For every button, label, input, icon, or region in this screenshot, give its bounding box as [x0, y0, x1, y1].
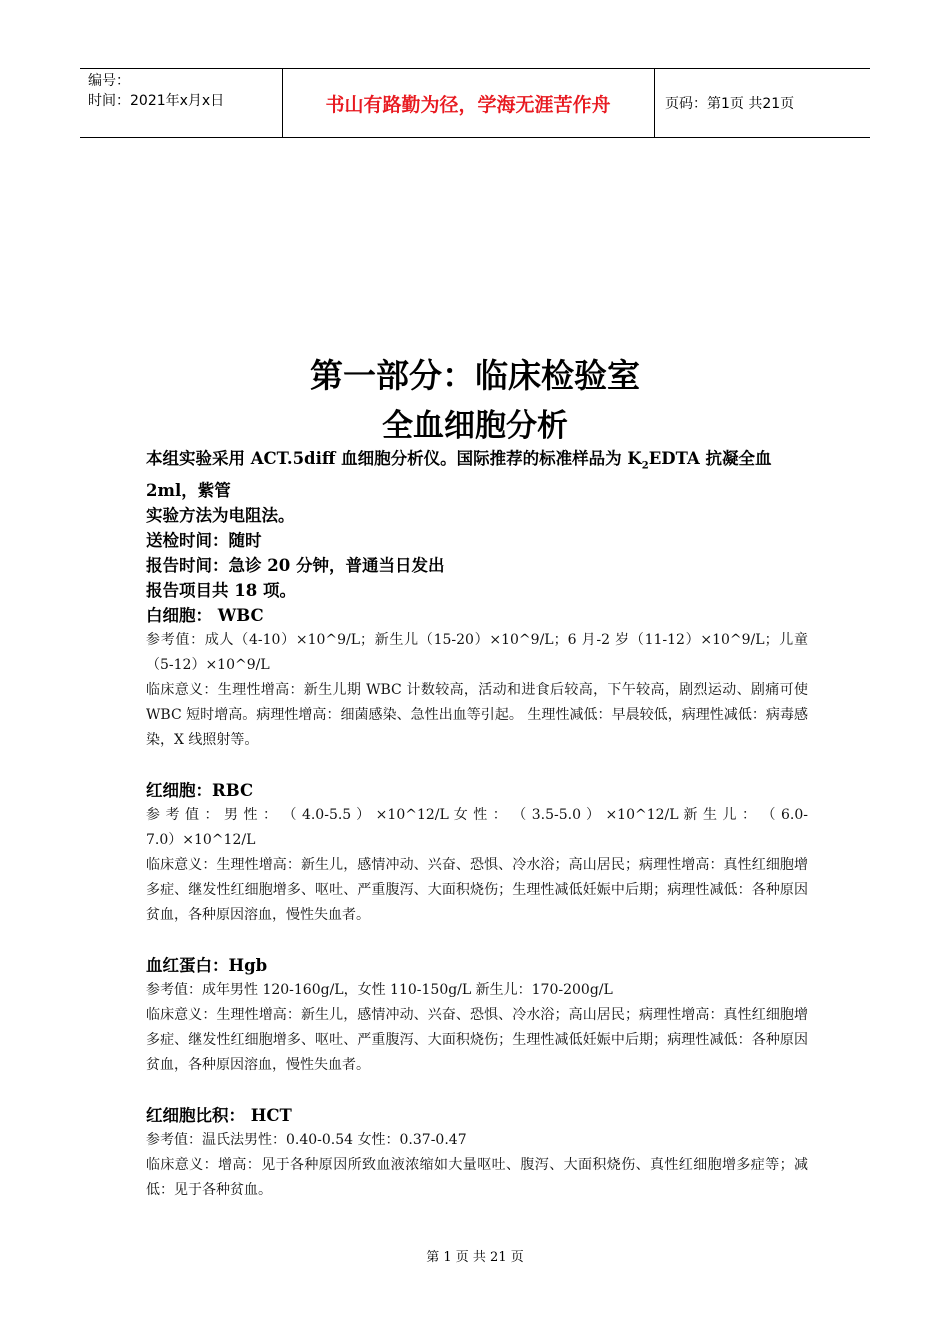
wbc-clinical: 临床意义：生理性增高：新生儿期 WBC 计数较高，活动和进食后较高，下午较高，剧烈运动、剧痛可使 WBC 短时增高。病理性增高：细菌感染、急性出血等引起。 生理性减低：早晨较低，病理性减低：病毒感染，X 线照射等。: [146, 682, 808, 749]
page-info: 页码：第1页 共21页: [665, 96, 795, 112]
hgb-clinical: 临床意义：生理性增高：新生儿，感情冲动、兴奋、恐惧、冷水浴；高山居民；病理性增高：真性红细胞增多症、继发性红细胞增多、呕吐、严重腹泻、大面积烧伤；生理性减低妊娠中后期；病理性减低：各种原因贫血，各种原因溶血，慢性失血者。: [146, 1007, 808, 1074]
intro-line-3: 送检时间：随时: [146, 531, 262, 551]
intro-line-5: 报告项目共 18 项。: [146, 581, 296, 601]
time-label: 时间：2021年x月x日: [88, 93, 225, 109]
header-table: [80, 68, 870, 138]
hct-reference: 参考值：温氏法男性：0.40-0.54 女性：0.37-0.47: [146, 1132, 467, 1149]
hct-heading: 红细胞比积： HCT: [146, 1106, 292, 1126]
wbc-reference: 参考值：成人（4-10）×10^9/L；新生儿（15-20）×10^9/L；6 月-2 岁（11-12）×10^9/L；儿童（5-12）×10^9/L: [146, 632, 808, 674]
wbc-heading: 白细胞： WBC: [146, 606, 264, 626]
rbc-reference: 参 考 值 ： 男 性 ： （ 4.0-5.5 ） ×10^12/L 女 性 ： （ 3.5-5.0 ） ×10^12/L 新 生 儿 ： （ 6.0-7.0）×10^12/L: [146, 807, 808, 849]
intro-line-1: 本组实验采用 ACT.5diff 血细胞分析仪。国际推荐的标准样品为 $K_2EDTA$ 抗凝全血 2ml，紫管: [146, 449, 772, 501]
rbc-clinical: 临床意义：生理性增高：新生儿，感情冲动、兴奋、恐惧、冷水浴；高山居民；病理性增高：真性红细胞增多症、继发性红细胞增多、呕吐、严重腹泻、大面积烧伤；生理性减低妊娠中后期；病理性减低：各种原因贫血，各种原因溶血，慢性失血者。: [146, 857, 808, 924]
header-meta-cell: [80, 69, 283, 137]
page-footer: 第 1 页 共 21 页: [426, 1250, 524, 1265]
intro-line-2: 实验方法为电阻法。: [146, 506, 295, 526]
page-title: 第一部分：临床检验室: [310, 356, 640, 395]
hct-clinical: 临床意义：增高：见于各种原因所致血液浓缩如大量呕吐、腹泻、大面积烧伤、真性红细胞增多症等；减低：见于各种贫血。: [146, 1157, 808, 1199]
number-label: 编号：: [88, 73, 130, 89]
intro-line-4: 报告时间：急诊 20 分钟，普通当日发出: [146, 556, 445, 576]
motto: 书山有路勤为径，学海无涯苦作舟: [282, 69, 655, 137]
hgb-reference: 参考值：成年男性 120-160g/L，女性 110-150g/L 新生儿：170-200g/L: [146, 982, 613, 999]
hgb-heading: 血红蛋白：Hgb: [146, 956, 268, 976]
rbc-heading: 红细胞：RBC: [146, 781, 254, 801]
page-subtitle: 全血细胞分析: [382, 408, 568, 444]
document-body: [146, 446, 808, 1203]
